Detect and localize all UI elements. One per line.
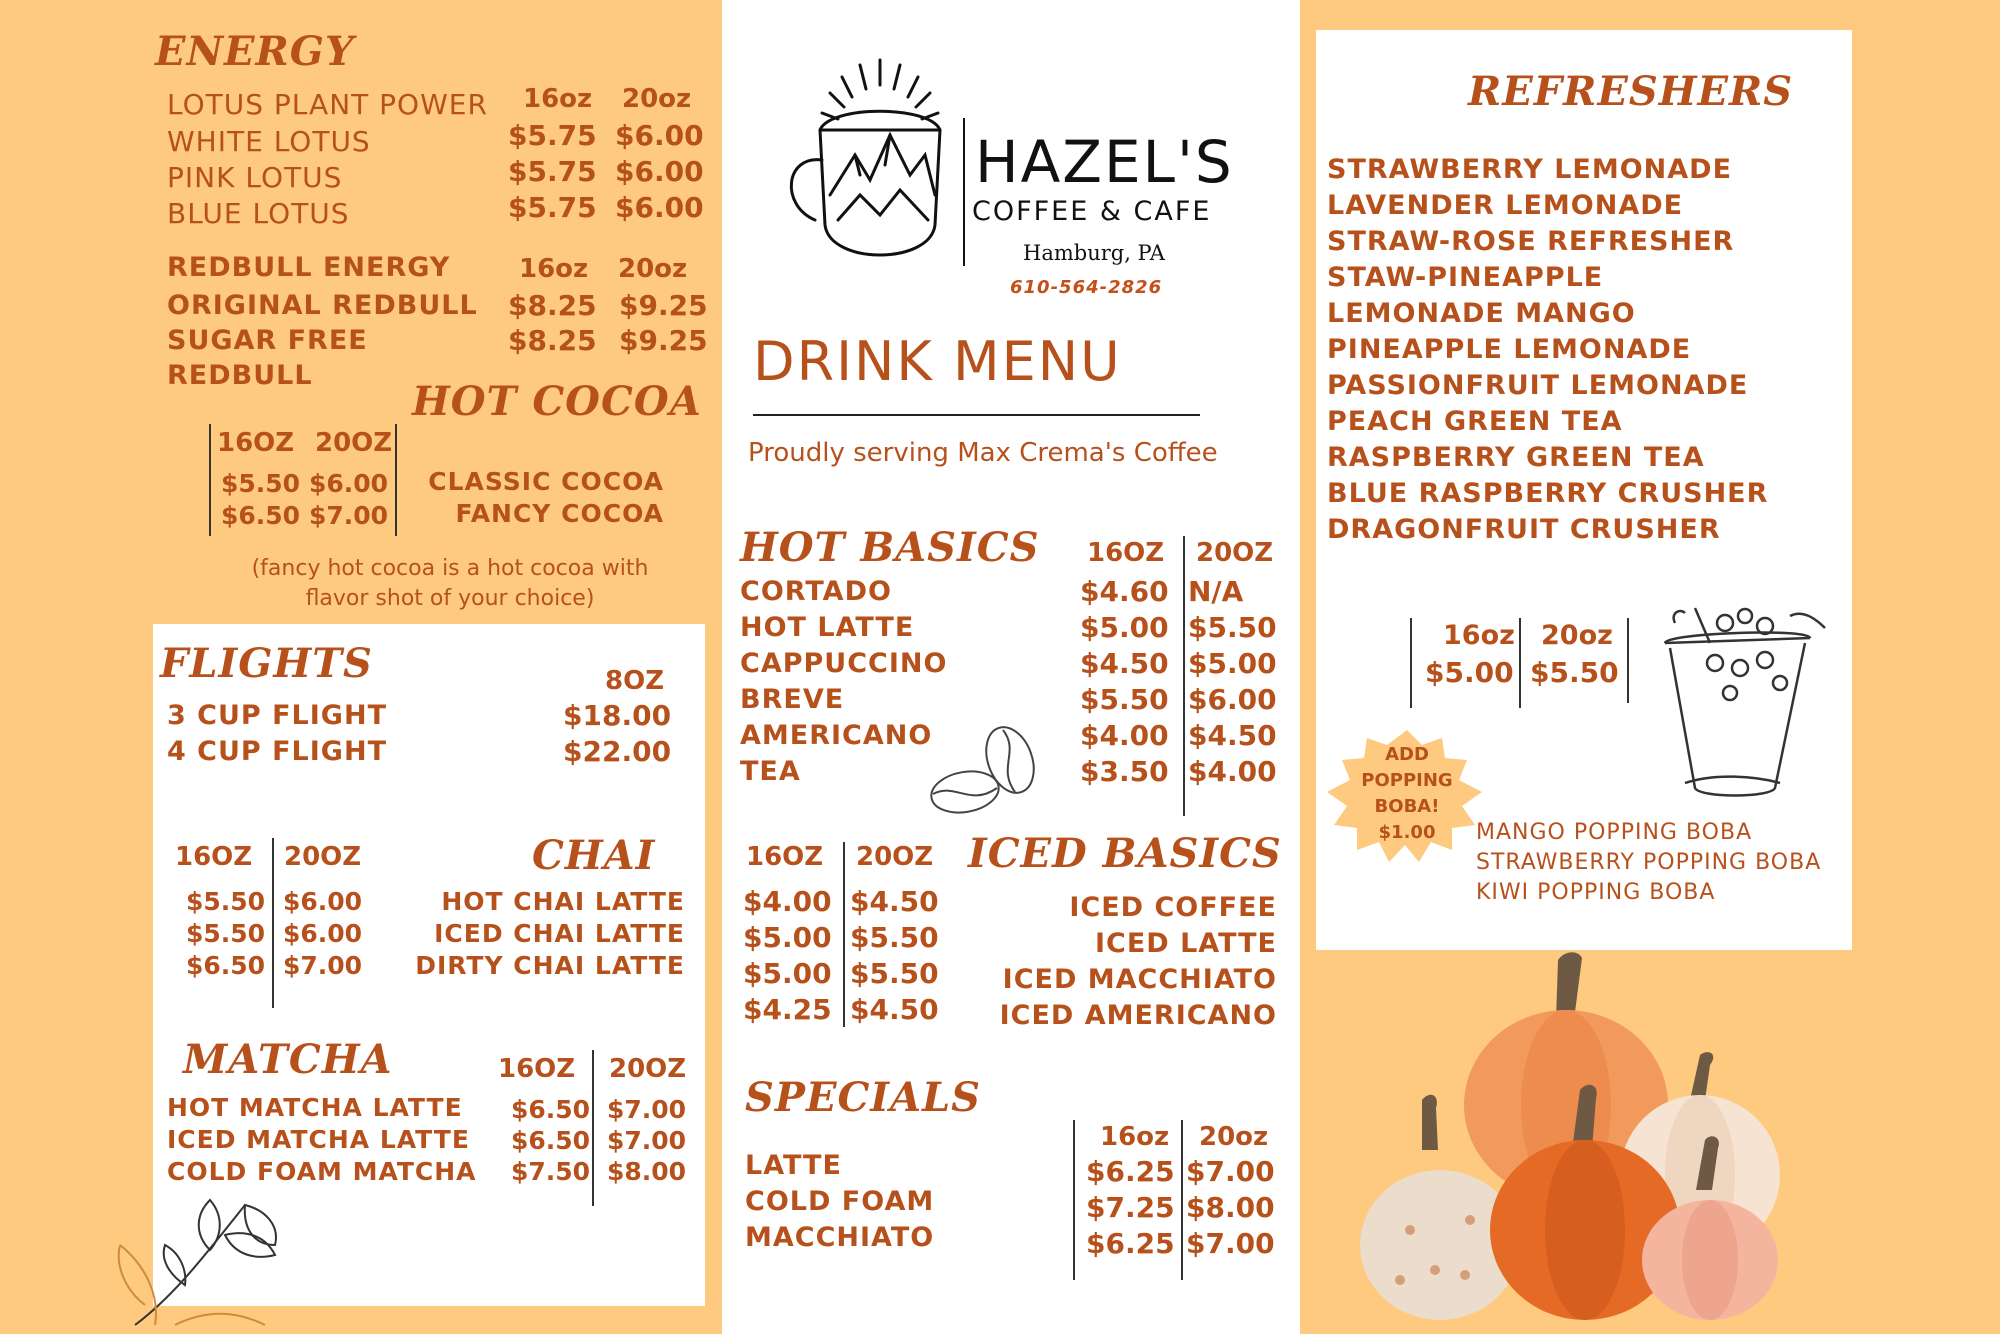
hot-basics-prices-16 xyxy=(1080,574,1169,790)
price: $5.00 xyxy=(1080,611,1169,644)
specials-prices-20 xyxy=(1186,1154,1275,1262)
chai-size-20: 20OZ xyxy=(284,842,362,872)
badge-price: $1.00 xyxy=(1378,822,1436,843)
list-item: LEMONADE MANGO xyxy=(1327,298,1636,329)
list-item: PEACH GREEN TEA xyxy=(1327,406,1623,437)
price: $8.25 xyxy=(508,289,597,322)
price: $6.25 xyxy=(1086,1227,1175,1260)
divider xyxy=(1410,618,1412,708)
list-item: PINEAPPLE LEMONADE xyxy=(1327,334,1692,365)
price: $5.50 xyxy=(186,887,266,916)
price: $6.50 xyxy=(221,501,301,530)
pumpkins-illustration xyxy=(1360,950,1830,1320)
boba-badge-text xyxy=(1327,742,1487,846)
list-item: BLUE RASPBERRY CRUSHER xyxy=(1327,478,1769,509)
menu-item-name: BLUE LOTUS xyxy=(167,197,350,230)
refreshers-price-16: $5.00 xyxy=(1425,656,1514,689)
divider xyxy=(1073,1120,1075,1280)
subtitle: Proudly serving Max Crema's Coffee xyxy=(748,438,1218,468)
price: $5.75 xyxy=(508,155,597,188)
menu-item-name: ICED CHAI LATTE xyxy=(434,919,685,948)
price: $5.75 xyxy=(508,119,597,152)
flight-prices xyxy=(563,698,671,770)
price: $4.00 xyxy=(1080,719,1169,752)
boba-flavors xyxy=(1476,818,1821,908)
specials-names xyxy=(745,1148,934,1256)
title-rule xyxy=(753,414,1200,416)
list-item: DRAGONFRUIT CRUSHER xyxy=(1327,514,1721,545)
chai-prices-16 xyxy=(186,886,265,982)
menu-item-name: BREVE xyxy=(740,684,845,715)
price: $7.50 xyxy=(511,1157,591,1186)
brand-location: Hamburg, PA xyxy=(1023,241,1165,265)
price: $4.25 xyxy=(743,993,832,1026)
price: $7.00 xyxy=(607,1095,687,1124)
price: $5.50 xyxy=(1188,611,1277,644)
menu-item-name: COLD FOAM xyxy=(745,1186,935,1217)
price: $5.00 xyxy=(1188,647,1277,680)
flights-size: 8OZ xyxy=(605,666,665,696)
redbull-prices-16 xyxy=(508,288,597,358)
hot-basics-names xyxy=(740,574,947,790)
specials-size-16: 16oz xyxy=(1100,1122,1170,1152)
price: $18.00 xyxy=(563,699,672,732)
badge-line: POPPING xyxy=(1361,770,1453,791)
price: $6.00 xyxy=(283,919,363,948)
flights-title: FLIGHTS xyxy=(160,640,373,687)
price: $5.50 xyxy=(850,957,939,990)
price: $3.50 xyxy=(1080,755,1169,788)
price: $8.00 xyxy=(1186,1191,1275,1224)
brand-name: HAZEL'S xyxy=(975,128,1234,196)
matcha-size-20: 20OZ xyxy=(609,1054,687,1084)
menu-item-name: REDBULL xyxy=(167,360,313,391)
price: $4.60 xyxy=(1080,575,1169,608)
price: $6.00 xyxy=(615,191,704,224)
brand-tagline: COFFEE & CAFE xyxy=(972,196,1212,227)
price: $5.00 xyxy=(743,921,832,954)
badge-line: BOBA! xyxy=(1374,796,1440,817)
list-item: STRAW-ROSE REFRESHER xyxy=(1327,226,1735,257)
price: $6.00 xyxy=(615,155,704,188)
menu-item-name: ICED MATCHA LATTE xyxy=(167,1125,470,1154)
price: $4.50 xyxy=(850,885,939,918)
price: $7.00 xyxy=(607,1126,687,1155)
note-line: (fancy hot cocoa is a hot cocoa with xyxy=(251,556,649,581)
flight-names xyxy=(167,698,387,770)
lotus-prices-20 xyxy=(615,118,704,226)
iced-size-16: 16OZ xyxy=(746,842,824,872)
refreshers-list xyxy=(1327,152,1768,548)
price: $7.00 xyxy=(309,501,389,530)
list-item: LAVENDER LEMONADE xyxy=(1327,190,1684,221)
menu-item-name: HOT MATCHA LATTE xyxy=(167,1093,463,1122)
divider xyxy=(1519,618,1521,708)
note-line: flavor shot of your choice) xyxy=(305,586,595,611)
menu-item-name: MACCHIATO xyxy=(745,1222,935,1253)
price: $5.50 xyxy=(850,921,939,954)
divider xyxy=(209,424,211,536)
divider xyxy=(1183,536,1185,816)
matcha-title: MATCHA xyxy=(183,1036,393,1083)
menu-item-name: FANCY COCOA xyxy=(455,499,664,528)
hot-basics-title: HOT BASICS xyxy=(740,524,1040,571)
price: $22.00 xyxy=(563,735,672,768)
menu-item-name: 4 CUP FLIGHT xyxy=(167,736,387,767)
price: $4.50 xyxy=(1080,647,1169,680)
list-item: MANGO POPPING BOBA xyxy=(1476,820,1753,845)
lotus-names xyxy=(167,124,371,232)
price: $7.25 xyxy=(1086,1191,1175,1224)
iced-names xyxy=(960,890,1277,1034)
menu-item-name: CAPPUCCINO xyxy=(740,648,948,679)
cocoa-names xyxy=(400,466,664,530)
price: $6.00 xyxy=(309,469,389,498)
menu-item-name: LATTE xyxy=(745,1150,842,1181)
price: $5.50 xyxy=(186,919,266,948)
price: $7.00 xyxy=(1186,1155,1275,1188)
cocoa-size-16: 16OZ xyxy=(217,428,295,458)
menu-item-name: HOT LATTE xyxy=(740,612,915,643)
hot-cocoa-title: HOT COCOA xyxy=(412,378,702,425)
divider xyxy=(592,1050,594,1206)
energy-size-16: 16oz xyxy=(523,84,593,114)
price: $4.50 xyxy=(850,993,939,1026)
iced-prices-16 xyxy=(743,884,832,1028)
menu-item-name: 3 CUP FLIGHT xyxy=(167,700,387,731)
list-item: RASPBERRY GREEN TEA xyxy=(1327,442,1705,473)
matcha-prices-16 xyxy=(511,1094,590,1187)
price: $8.25 xyxy=(508,324,597,357)
price: N/A xyxy=(1188,575,1244,608)
price: $5.50 xyxy=(1080,683,1169,716)
hot-basics-prices-20 xyxy=(1188,574,1277,790)
menu-item-name: ORIGINAL REDBULL xyxy=(167,290,478,321)
price: $6.50 xyxy=(511,1095,591,1124)
menu-item-name: HOT CHAI LATTE xyxy=(441,887,685,916)
iced-prices-20 xyxy=(850,884,939,1028)
menu-item-name: ICED LATTE xyxy=(1094,928,1277,959)
lotus-header: LOTUS PLANT POWER xyxy=(167,88,488,121)
price: $7.00 xyxy=(1186,1227,1275,1260)
iced-basics-title: ICED BASICS xyxy=(968,830,1282,877)
menu-item-name: TEA xyxy=(740,756,801,787)
redbull-size-20: 20oz xyxy=(618,254,688,284)
price: $6.00 xyxy=(615,119,704,152)
cocoa-note xyxy=(200,554,700,614)
price: $4.00 xyxy=(743,885,832,918)
redbull-size-16: 16oz xyxy=(519,254,589,284)
menu-item-name: PINK LOTUS xyxy=(167,161,343,194)
divider xyxy=(272,838,274,1008)
price: $6.00 xyxy=(1188,683,1277,716)
brand-phone: 610-564-2826 xyxy=(1010,277,1163,298)
chai-title: CHAI xyxy=(532,832,656,879)
divider xyxy=(395,424,397,536)
price: $6.25 xyxy=(1086,1155,1175,1188)
menu-item-name: SUGAR FREE xyxy=(167,325,368,356)
redbull-header: REDBULL ENERGY xyxy=(167,252,451,283)
hot-size-20: 20OZ xyxy=(1196,538,1274,568)
list-item: STAW-PINEAPPLE xyxy=(1327,262,1604,293)
specials-title: SPECIALS xyxy=(745,1074,982,1121)
price: $5.75 xyxy=(508,191,597,224)
hot-size-16: 16OZ xyxy=(1087,538,1165,568)
price: $8.00 xyxy=(607,1157,687,1186)
logo-divider xyxy=(963,118,965,266)
iced-size-20: 20OZ xyxy=(856,842,934,872)
energy-size-20: 20oz xyxy=(622,84,692,114)
divider xyxy=(1181,1120,1183,1280)
menu-item-name: ICED COFFEE xyxy=(1069,892,1277,923)
cocoa-prices-20 xyxy=(309,468,388,532)
redbull-prices-20 xyxy=(619,288,708,358)
price: $6.00 xyxy=(283,887,363,916)
price: $6.50 xyxy=(186,951,266,980)
divider xyxy=(843,842,845,1027)
cocoa-size-20: 20OZ xyxy=(315,428,393,458)
menu-item-name: DIRTY CHAI LATTE xyxy=(415,951,685,980)
price: $9.25 xyxy=(619,289,708,322)
badge-line: ADD xyxy=(1385,744,1429,765)
specials-size-20: 20oz xyxy=(1199,1122,1269,1152)
lotus-prices-16 xyxy=(508,118,597,226)
price: $7.00 xyxy=(283,951,363,980)
refreshers-size-20: 20oz xyxy=(1541,620,1613,651)
chai-names xyxy=(400,886,685,982)
matcha-names xyxy=(167,1092,477,1188)
list-item: KIWI POPPING BOBA xyxy=(1476,880,1716,905)
coffee-beans-icon xyxy=(925,722,1045,822)
list-item: STRAWBERRY LEMONADE xyxy=(1327,154,1733,185)
energy-title: ENERGY xyxy=(155,28,355,75)
price: $4.50 xyxy=(1188,719,1277,752)
menu-item-name: AMERICANO xyxy=(740,720,933,751)
price: $6.50 xyxy=(511,1126,591,1155)
list-item: PASSIONFRUIT LEMONADE xyxy=(1327,370,1749,401)
matcha-size-16: 16OZ xyxy=(498,1054,576,1084)
menu-item-name: ICED MACCHIATO xyxy=(1002,964,1277,995)
cocoa-prices-16 xyxy=(221,468,300,532)
boba-cup-icon xyxy=(1655,598,1835,803)
list-item: STRAWBERRY POPPING BOBA xyxy=(1476,850,1822,875)
leaf-illustration xyxy=(115,1185,315,1330)
menu-item-name: ICED AMERICANO xyxy=(999,1000,1277,1031)
menu-item-name: WHITE LOTUS xyxy=(167,125,371,158)
price: $5.50 xyxy=(221,469,301,498)
menu-title: DRINK MENU xyxy=(753,330,1122,393)
price: $9.25 xyxy=(619,324,708,357)
coffee-mug-logo xyxy=(780,55,960,275)
matcha-prices-20 xyxy=(607,1094,686,1187)
refreshers-price-20: $5.50 xyxy=(1530,656,1619,689)
menu-item-name: CLASSIC COCOA xyxy=(428,467,664,496)
refreshers-title: REFRESHERS xyxy=(1468,68,1794,115)
divider xyxy=(1627,618,1629,703)
specials-prices-16 xyxy=(1086,1154,1175,1262)
price: $5.00 xyxy=(743,957,832,990)
chai-size-16: 16OZ xyxy=(175,842,253,872)
menu-item-name: COLD FOAM MATCHA xyxy=(167,1157,477,1186)
menu-item-name: CORTADO xyxy=(740,576,892,607)
refreshers-size-16: 16oz xyxy=(1443,620,1515,651)
price: $4.00 xyxy=(1188,755,1277,788)
chai-prices-20 xyxy=(283,886,362,982)
